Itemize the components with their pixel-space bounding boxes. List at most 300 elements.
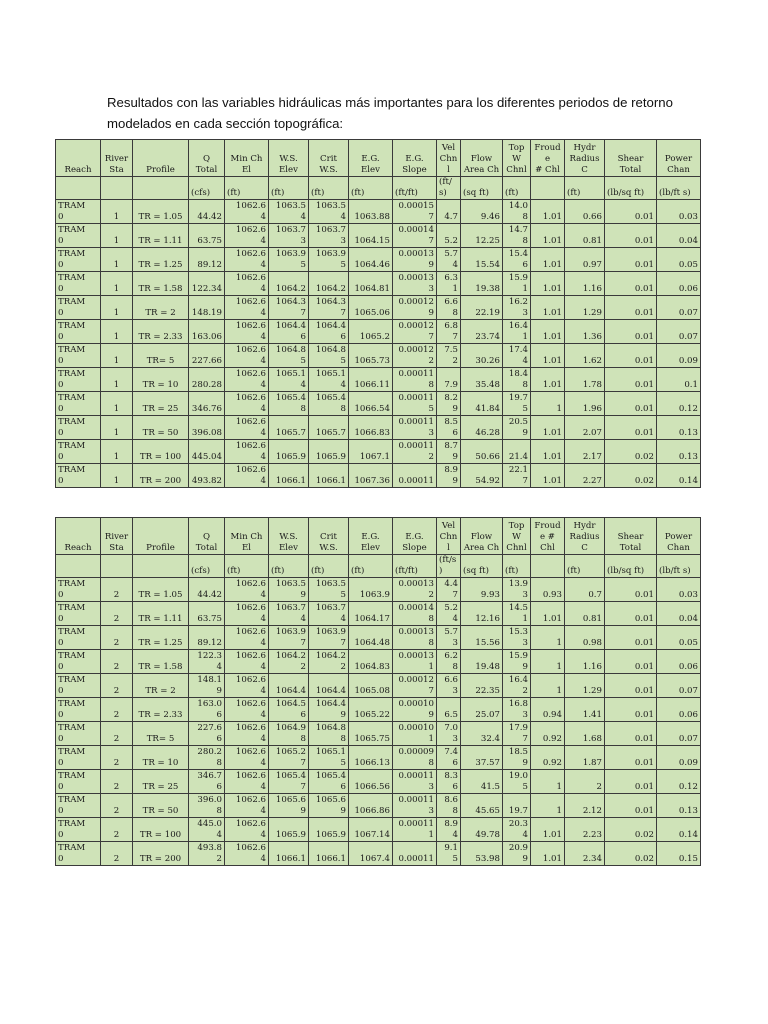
table-cell: 1066.83	[349, 416, 393, 440]
table-cell: 1.16	[565, 650, 605, 674]
unit-cell: (ft)	[225, 555, 269, 578]
table-cell: 2.27	[565, 464, 605, 488]
table-cell: 1064.9 8	[269, 722, 309, 746]
table-cell: 1064.17	[349, 602, 393, 626]
table-cell: 122.34	[189, 272, 225, 296]
table-cell: 1064.4	[269, 674, 309, 698]
table-row	[56, 674, 701, 698]
table-row	[56, 200, 701, 224]
table-cell: 6.63	[437, 674, 461, 698]
table-cell: 0.00012 7	[393, 674, 437, 698]
table-cell: 63.75	[189, 224, 225, 248]
table-cell: TRAM 0	[56, 368, 101, 392]
unit-cell: (sq ft)	[461, 177, 503, 200]
table-cell: TRAM 0	[56, 578, 101, 602]
table-cell: 396.08	[189, 416, 225, 440]
unit-cell: (lb/ft s)	[657, 555, 701, 578]
table-cell: 2	[101, 842, 133, 866]
table-cell: TRAM 0	[56, 200, 101, 224]
table-row	[56, 698, 701, 722]
table-cell: 18.48	[503, 368, 531, 392]
table-cell: TR = 1.05	[133, 200, 189, 224]
column-header: Crit W.S.	[309, 140, 349, 177]
table-cell: 0.01	[605, 674, 657, 698]
table-cell: 25.07	[461, 698, 503, 722]
table-cell: 1	[531, 626, 565, 650]
table-cell: 89.12	[189, 626, 225, 650]
table-cell: 493.8 2	[189, 842, 225, 866]
table-cell: 8.94	[437, 818, 461, 842]
table-row	[56, 296, 701, 320]
column-header: Froud e # Chl	[531, 518, 565, 555]
table-cell: 20.34	[503, 818, 531, 842]
table-cell: 1066.54	[349, 392, 393, 416]
column-header: Vel Chn l	[437, 518, 461, 555]
table-cell: 1067.14	[349, 818, 393, 842]
table-cell: 1.01	[531, 416, 565, 440]
table-cell: 30.26	[461, 344, 503, 368]
table-cell: 5.2	[437, 224, 461, 248]
table-cell: 2	[101, 722, 133, 746]
table-cell: 1.01	[531, 248, 565, 272]
table-cell: 0.00011 3	[393, 416, 437, 440]
table-cell: 0.93	[531, 578, 565, 602]
table-cell: 1065.4 7	[269, 770, 309, 794]
table-cell: 0.06	[657, 650, 701, 674]
table-cell: 0.07	[657, 320, 701, 344]
unit-cell: (ft/s)	[437, 177, 461, 200]
table-cell: 2.07	[565, 416, 605, 440]
table-cell: 0.81	[565, 224, 605, 248]
table-cell: 2	[101, 602, 133, 626]
table-cell: 0.01	[605, 698, 657, 722]
column-header: Q Total	[189, 140, 225, 177]
table-row	[56, 842, 701, 866]
unit-cell: (ft)	[225, 177, 269, 200]
table-cell: TRAM 0	[56, 650, 101, 674]
table-cell: 1	[101, 200, 133, 224]
table-cell: TRAM 0	[56, 722, 101, 746]
table-row	[56, 794, 701, 818]
page-caption	[107, 92, 707, 134]
column-header: Power Chan	[657, 140, 701, 177]
table-cell: 0.02	[605, 464, 657, 488]
table-cell: 8.68	[437, 794, 461, 818]
table-cell: 1063.5 4	[309, 200, 349, 224]
table-row	[56, 770, 701, 794]
table-row	[56, 248, 701, 272]
table-cell: 1062.6 4	[225, 842, 269, 866]
table-cell: TRAM 0	[56, 842, 101, 866]
unit-cell: (ft)	[269, 555, 309, 578]
table-cell: TR = 2.33	[133, 698, 189, 722]
table-cell: 0.00013 3	[393, 272, 437, 296]
table-cell: 1.29	[565, 296, 605, 320]
table-cell: TRAM 0	[56, 344, 101, 368]
table-cell: 5.24	[437, 602, 461, 626]
table-cell: 0.7	[565, 578, 605, 602]
table-cell: 0.07	[657, 674, 701, 698]
table-cell: 2	[565, 770, 605, 794]
table-cell: 35.48	[461, 368, 503, 392]
table-cell: TR = 1.58	[133, 272, 189, 296]
table-cell: 1063.5 5	[309, 578, 349, 602]
table-cell: 2	[101, 818, 133, 842]
table-cell: TR = 50	[133, 416, 189, 440]
table-cell: 0.05	[657, 626, 701, 650]
table-cell: 7.46	[437, 746, 461, 770]
table-cell: 1062.6 4	[225, 464, 269, 488]
table-cell: TRAM 0	[56, 602, 101, 626]
table-cell: 1062.6 4	[225, 626, 269, 650]
table-cell: 6.5	[437, 698, 461, 722]
table-cell: 19.38	[461, 272, 503, 296]
table-cell: 15.91	[503, 272, 531, 296]
table-cell: 1063.7 3	[309, 224, 349, 248]
table-cell: 1065.6 9	[269, 794, 309, 818]
table-cell: 16.23	[503, 296, 531, 320]
column-header: Shear Total	[605, 518, 657, 555]
table-cell: TR = 10	[133, 368, 189, 392]
table-cell: 1063.7 4	[309, 602, 349, 626]
unit-cell: (lb/sq ft)	[605, 555, 657, 578]
table-cell: 0.15	[657, 842, 701, 866]
table-cell: 23.74	[461, 320, 503, 344]
table-cell: 0.09	[657, 344, 701, 368]
table-cell: 0.07	[657, 722, 701, 746]
table-cell: 1065.9	[309, 440, 349, 464]
table-cell: 1064.15	[349, 224, 393, 248]
table-cell: 0.00011 8	[393, 368, 437, 392]
table-cell: 1063.9 7	[269, 626, 309, 650]
table-cell: 15.33	[503, 626, 531, 650]
table-cell: 1066.1	[269, 842, 309, 866]
table-cell: 1065.75	[349, 722, 393, 746]
unit-cell: (ft/s )	[437, 555, 461, 578]
table-cell: TRAM 0	[56, 794, 101, 818]
table-cell: 1063.5 9	[269, 578, 309, 602]
table-cell: 1062.6 4	[225, 320, 269, 344]
table-cell: 0.06	[657, 698, 701, 722]
table-cell: TR = 1.25	[133, 626, 189, 650]
table-cell: 12.16	[461, 602, 503, 626]
unit-cell: (ft)	[349, 177, 393, 200]
column-header: W.S. Elev	[269, 518, 309, 555]
table-cell: 445.04	[189, 440, 225, 464]
table-cell: 2	[101, 626, 133, 650]
table-cell: TRAM 0	[56, 392, 101, 416]
table-cell: 1	[101, 224, 133, 248]
table-cell: 44.42	[189, 200, 225, 224]
table-row	[56, 722, 701, 746]
table-cell: 17.44	[503, 344, 531, 368]
table-cell: 1.87	[565, 746, 605, 770]
table-row	[56, 440, 701, 464]
table-cell: TR = 200	[133, 464, 189, 488]
table-cell: 2	[101, 746, 133, 770]
table-cell: 0.01	[605, 200, 657, 224]
table-row	[56, 224, 701, 248]
table-cell: 1064.8 8	[309, 722, 349, 746]
table-cell: 1062.6 4	[225, 746, 269, 770]
table-row	[56, 818, 701, 842]
table-cell: 0.01	[605, 794, 657, 818]
table-cell: 0.14	[657, 464, 701, 488]
table-cell: 7.03	[437, 722, 461, 746]
table-cell: 2.12	[565, 794, 605, 818]
table-cell: 2.34	[565, 842, 605, 866]
table-cell: TRAM 0	[56, 296, 101, 320]
column-header: Shear Total	[605, 140, 657, 177]
table-cell: 2	[101, 674, 133, 698]
table-cell: 37.57	[461, 746, 503, 770]
table-cell: 227.66	[189, 344, 225, 368]
table-cell: 1067.4	[349, 842, 393, 866]
table-cell: 0.01	[605, 224, 657, 248]
table-cell: 54.92	[461, 464, 503, 488]
table-cell: 13.93	[503, 578, 531, 602]
table-cell: 6.87	[437, 320, 461, 344]
table-cell: 1065.22	[349, 698, 393, 722]
table-cell: 280.28	[189, 368, 225, 392]
table-cell: 1	[531, 650, 565, 674]
table-cell: 0.12	[657, 770, 701, 794]
table-cell: 22.35	[461, 674, 503, 698]
table-cell: 0.06	[657, 272, 701, 296]
table-cell: 4.7	[437, 200, 461, 224]
table-cell: 1065.9	[269, 440, 309, 464]
table-cell: 163.06	[189, 320, 225, 344]
table-cell: TRAM 0	[56, 416, 101, 440]
table-cell: 1062.6 4	[225, 200, 269, 224]
table-cell: 1064.81	[349, 272, 393, 296]
column-header: Flow Area Ch	[461, 140, 503, 177]
table-cell: 0.05	[657, 248, 701, 272]
table-cell: 1062.6 4	[225, 272, 269, 296]
table-cell: 0.92	[531, 722, 565, 746]
table-cell: 14.78	[503, 224, 531, 248]
unit-cell	[101, 555, 133, 578]
table-cell: TRAM 0	[56, 224, 101, 248]
table-cell: 46.28	[461, 416, 503, 440]
table-cell: 1062.6 4	[225, 602, 269, 626]
table-cell: 20.59	[503, 416, 531, 440]
table-cell: TRAM 0	[56, 320, 101, 344]
table-cell: 0.97	[565, 248, 605, 272]
table-cell: 1065.7	[309, 416, 349, 440]
table-cell: 1	[101, 344, 133, 368]
table-cell: 1064.2	[309, 272, 349, 296]
table-cell: 63.75	[189, 602, 225, 626]
table-cell: 122.3 4	[189, 650, 225, 674]
table-cell: 1065.6 9	[309, 794, 349, 818]
table-cell: 5.74	[437, 248, 461, 272]
table-cell: 0.00015 7	[393, 200, 437, 224]
table-cell: TRAM 0	[56, 746, 101, 770]
table-cell: 1062.6 4	[225, 224, 269, 248]
column-header: Q Total	[189, 518, 225, 555]
table-cell: 1	[531, 392, 565, 416]
table-cell: 227.6 6	[189, 722, 225, 746]
column-header: River Sta	[101, 518, 133, 555]
header-row	[56, 140, 701, 177]
table-cell: 1062.6 4	[225, 248, 269, 272]
table-cell: 1066.11	[349, 368, 393, 392]
table-cell: 1.01	[531, 842, 565, 866]
table-cell: 9.15	[437, 842, 461, 866]
table-cell: 1065.9	[309, 818, 349, 842]
column-header: Hydr Radius C	[565, 140, 605, 177]
table-cell: 0.01	[605, 578, 657, 602]
table-cell: 0.01	[605, 392, 657, 416]
unit-cell: (ft)	[309, 555, 349, 578]
table-cell: 0.00011 3	[393, 794, 437, 818]
table-cell: 2.23	[565, 818, 605, 842]
table-cell: 0.09	[657, 746, 701, 770]
table-cell: 148.19	[189, 296, 225, 320]
table-cell: TR = 10	[133, 746, 189, 770]
table-cell: TR = 2	[133, 296, 189, 320]
table-cell: 0.01	[605, 368, 657, 392]
table-cell: 1064.2 2	[269, 650, 309, 674]
table-cell: 280.2 8	[189, 746, 225, 770]
table-cell: 1064.5 6	[269, 698, 309, 722]
table-cell: 2	[101, 578, 133, 602]
table-cell: 41.84	[461, 392, 503, 416]
table-cell: 1062.6 4	[225, 344, 269, 368]
table-cell: TRAM 0	[56, 248, 101, 272]
table-cell: 1	[101, 368, 133, 392]
column-header: Reach	[56, 140, 101, 177]
table-cell: 0.00011	[393, 464, 437, 488]
table-cell: 0.04	[657, 224, 701, 248]
table-cell: 0.02	[605, 842, 657, 866]
table-cell: 8.79	[437, 440, 461, 464]
table-cell: 32.4	[461, 722, 503, 746]
column-header: Power Chan	[657, 518, 701, 555]
table-cell: 8.36	[437, 770, 461, 794]
table-cell: 0.01	[605, 272, 657, 296]
table-cell: 1062.6 4	[225, 650, 269, 674]
table-cell: 1062.6 4	[225, 674, 269, 698]
table-cell: 18.59	[503, 746, 531, 770]
table-row	[56, 626, 701, 650]
table-cell: 1	[101, 272, 133, 296]
unit-cell: (ft)	[503, 177, 531, 200]
column-header: Flow Area Ch	[461, 518, 503, 555]
table-cell: 1064.4 9	[309, 698, 349, 722]
table-cell: 8.99	[437, 464, 461, 488]
table-cell: 19.7	[503, 794, 531, 818]
table-cell: 445.0 4	[189, 818, 225, 842]
table-cell: 0.01	[605, 722, 657, 746]
table-cell: 1062.6 4	[225, 818, 269, 842]
unit-cell: (ft)	[269, 177, 309, 200]
table-cell: 53.98	[461, 842, 503, 866]
table-cell: 0.00012 2	[393, 344, 437, 368]
table-cell: 1065.06	[349, 296, 393, 320]
table-cell: 1.41	[565, 698, 605, 722]
table-cell: 1.01	[531, 200, 565, 224]
table-row	[56, 344, 701, 368]
unit-cell	[133, 555, 189, 578]
unit-cell: (cfs)	[189, 555, 225, 578]
unit-cell: (ft)	[349, 555, 393, 578]
table-cell: 14.08	[503, 200, 531, 224]
table-cell: 1065.4 8	[309, 392, 349, 416]
table-cell: 89.12	[189, 248, 225, 272]
table-cell: 0.00009 8	[393, 746, 437, 770]
table-cell: 1065.2 7	[269, 746, 309, 770]
unit-cell: (lb/ft s)	[657, 177, 701, 200]
table-cell: 0.01	[605, 248, 657, 272]
table-cell: 1062.6 4	[225, 416, 269, 440]
table-cell: 1066.56	[349, 770, 393, 794]
results-table-station-2	[55, 517, 701, 866]
table-cell: 1063.9	[349, 578, 393, 602]
table-cell: 6.31	[437, 272, 461, 296]
table-cell: 346.7 6	[189, 770, 225, 794]
table-cell: 1066.13	[349, 746, 393, 770]
table-cell: TR = 2	[133, 674, 189, 698]
table-cell: 1	[101, 440, 133, 464]
table-cell: 0.66	[565, 200, 605, 224]
table-cell: TR = 2.33	[133, 320, 189, 344]
table-cell: TR = 1.25	[133, 248, 189, 272]
table-cell: 1065.9	[269, 818, 309, 842]
table-cell: TR = 100	[133, 440, 189, 464]
table-cell: 1066.1	[309, 842, 349, 866]
table-cell: 19.48	[461, 650, 503, 674]
table-cell: 1065.14	[269, 368, 309, 392]
table-cell: 0.01	[605, 770, 657, 794]
table-cell: 17.97	[503, 722, 531, 746]
table-cell: 0.94	[531, 698, 565, 722]
unit-cell	[101, 177, 133, 200]
table-cell: 148.1 9	[189, 674, 225, 698]
table-cell: 1	[101, 248, 133, 272]
table-cell: 1064.85	[269, 344, 309, 368]
table-cell: 44.42	[189, 578, 225, 602]
table-cell: 0.00014 7	[393, 224, 437, 248]
table-row	[56, 272, 701, 296]
table-cell: 0.00013 8	[393, 626, 437, 650]
table-cell: 0.00010 9	[393, 698, 437, 722]
table-cell: 1066.1	[309, 464, 349, 488]
unit-cell: (ft)	[309, 177, 349, 200]
table-cell: 1064.48	[349, 626, 393, 650]
table-cell: 15.56	[461, 626, 503, 650]
table-cell: 1	[101, 392, 133, 416]
unit-cell	[531, 555, 565, 578]
table-cell: 0.00012 9	[393, 296, 437, 320]
column-header: Froude # Chl	[531, 140, 565, 177]
table-row	[56, 392, 701, 416]
table-cell: 2	[101, 698, 133, 722]
table-cell: TR = 100	[133, 818, 189, 842]
table-cell: 1062.6 4	[225, 578, 269, 602]
table-cell: 1	[531, 794, 565, 818]
table-cell: 1.01	[531, 440, 565, 464]
table-cell: 1064.3 7	[309, 296, 349, 320]
table-cell: 1064.46	[269, 320, 309, 344]
table-cell: 15.99	[503, 650, 531, 674]
table-cell: 7.52	[437, 344, 461, 368]
table-cell: 1063.9 7	[309, 626, 349, 650]
table-cell: TRAM 0	[56, 440, 101, 464]
table-cell: 0.01	[605, 344, 657, 368]
table-cell: 1.01	[531, 344, 565, 368]
